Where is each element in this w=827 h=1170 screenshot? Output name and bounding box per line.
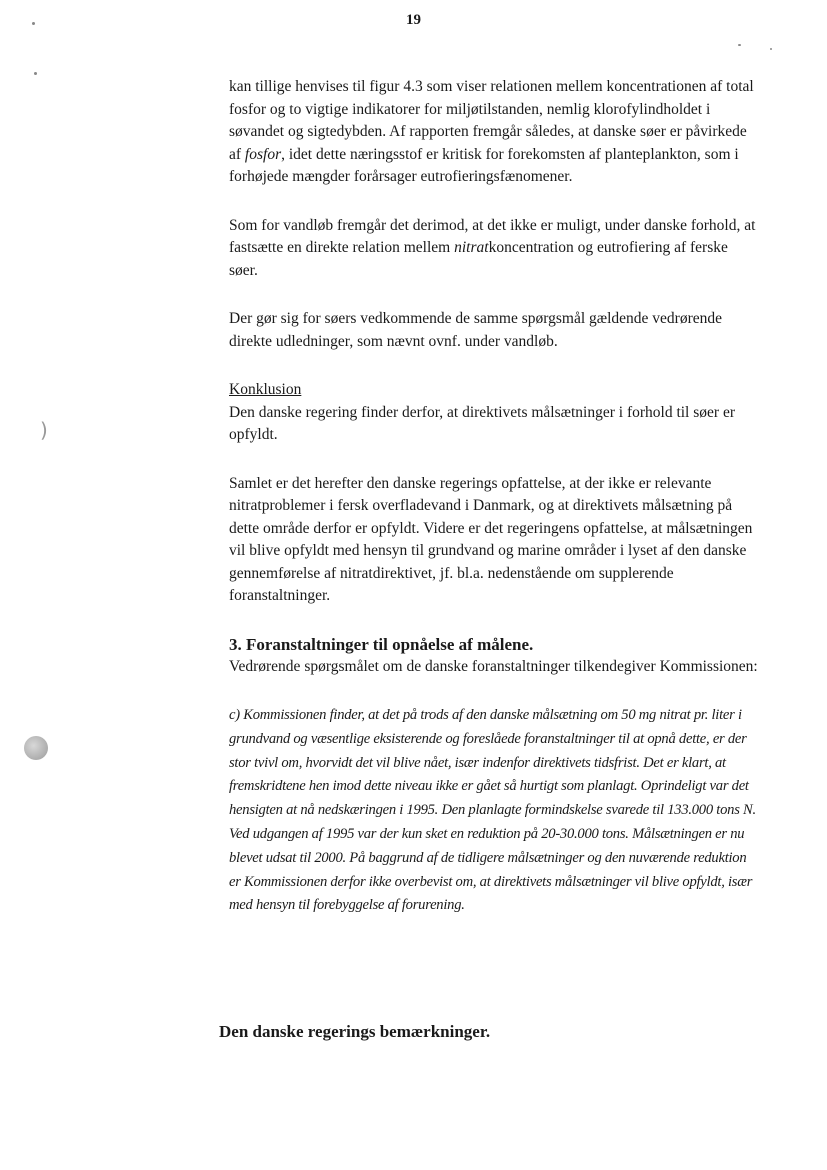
emphasis-nitrat: nitrat bbox=[454, 239, 489, 256]
emphasis-fosfor: fosfor bbox=[244, 145, 282, 163]
paragraph-text: koncentration og eutrofiering af ferske søer. bbox=[229, 239, 728, 279]
paragraph-fosfor bbox=[229, 76, 759, 189]
paragraph-udledninger: Der gør sig for søers vedkommende de samme spørgsmål gældende vedrørende direkte udledninger, som nævnt ovnf. under vandløb. bbox=[229, 310, 723, 350]
commission-quote: c) Kommissionen finder, at det på trods af den danske målsætning om 50 mg nitrat pr. liter i grundvand og væsentlige eksisterende og foreslåede foranstaltninger til at opnå dette, er der stor tvivl om, hvorvidt det vil blive nået, især indenfor direktivets tidsfrist. Det er klart, at fremskridtene hen imod dette niveau ikke er gået så hurtigt som planlagt. Oprindeligt var det hensigten at nå nedskæringen i 1995. Den planlagte formindskelse svarede til 133.000 tons N. Ved udgangen af 1995 var der kun sket en reduktion på 20-30.000 tons. Målsætningen er nu blevet udsat til 2000. På baggrund af de tidligere målsætninger og den nuværende reduktion er Kommissionen derfor ikke overbevist om, at direktivets målsætninger vil blive opfyldt, især med hensyn til forebyggelse af forurening. bbox=[229, 707, 756, 914]
section-intro: Vedrørende spørgsmålet om de danske foranstaltninger tilkendegiver Kommissionen: bbox=[229, 657, 758, 675]
paragraph-nitrat bbox=[229, 215, 759, 283]
page-number: 19 bbox=[406, 12, 421, 28]
hole-punch-mark bbox=[24, 736, 48, 760]
scan-speck bbox=[770, 48, 772, 50]
section-title: 3. Foranstaltninger til opnåelse af målene. bbox=[229, 634, 534, 654]
page-body bbox=[229, 76, 759, 918]
paragraph-text: , idet dette næringsstof er kritisk for forekomsten af planteplankton, som i forhøjede mængder forårsager eutrofieringsfænomener. bbox=[229, 145, 739, 185]
closing-heading: Den danske regerings bemærkninger. bbox=[219, 1022, 491, 1041]
paragraph-text: kan tillige henvises til figur 4.3 som viser relationen mellem koncentrationen af total fosfor og to vigtige indikatorer for miljøtilstanden, nemlig klorofylindholdet i søvandet og sigtedybden. Af rapporten fremgår således, at danske søer er påvirkede af bbox=[229, 78, 754, 163]
paragraph-text: Som for vandløb fremgår det derimod, at det ikke er muligt, under danske forhold, at fastsætte en direkte relation mellem bbox=[229, 216, 756, 256]
scan-speck bbox=[32, 22, 35, 25]
scan-speck bbox=[738, 44, 741, 46]
scan-mark: ) bbox=[40, 418, 48, 442]
conclusion-heading: Konklusion bbox=[229, 381, 302, 398]
conclusion-text: Den danske regering finder derfor, at direktivets målsætninger i forhold til søer er opfyldt. bbox=[229, 403, 735, 443]
paragraph-samlet: Samlet er det herefter den danske regerings opfattelse, at der ikke er relevante nitratproblemer i fersk overfladevand i Danmark, og at direktivets målsætning på dette område derfor er opfyldt. Videre er det regeringens opfattelse, at målsætningen vil blive opfyldt med hensyn til grundvand og marine områder i lyset af den danske gennemførelse af nitratdirektivet, jf. bl.a. nedenstående om supplerende foranstaltninger. bbox=[229, 474, 753, 604]
scan-speck bbox=[34, 72, 37, 75]
